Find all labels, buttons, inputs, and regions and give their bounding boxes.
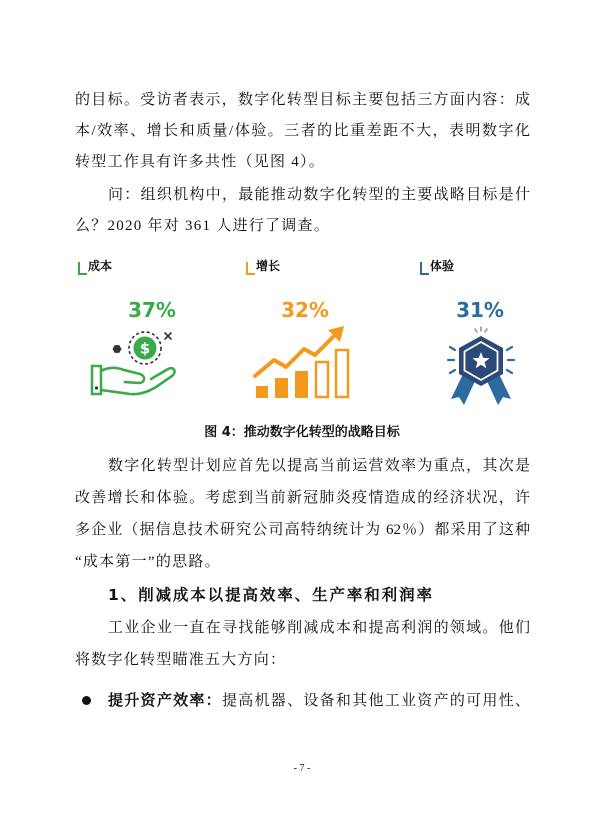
paragraph-4-line-2: 将数字化转型瞄准五大方向： xyxy=(75,652,287,668)
star-badge-icon xyxy=(440,326,522,408)
paragraph-1-line-2: 本/效率、增长和质量/体验。三者的比重差距不大，表明数字化 xyxy=(75,123,530,139)
label-tag-icon xyxy=(246,262,255,275)
paragraph-3-line-3: 多企业（据信息技术研究公司高特纳统计为 62％）都采用了这种 xyxy=(75,522,530,538)
cuff-button xyxy=(95,386,98,389)
sleeve-cuff xyxy=(92,366,101,394)
bar-1 xyxy=(256,386,268,398)
bar-5 xyxy=(336,350,348,397)
section-heading: 1、削减成本以提高效率、生产率和利润率 xyxy=(108,586,434,604)
figure-item-percent: 31% xyxy=(456,298,504,322)
coin-symbol: $ xyxy=(139,339,151,358)
sparkle-ticks xyxy=(475,327,487,332)
cross-mark xyxy=(165,333,171,339)
bullet-dot-icon xyxy=(82,696,91,705)
bullet-line xyxy=(108,689,530,711)
hand xyxy=(101,368,175,394)
bar-4 xyxy=(316,362,328,397)
figure-item-experience xyxy=(418,256,548,412)
hand-dollar-icon xyxy=(88,326,180,398)
paragraph-3-line-4: “成本第一”的思路。 xyxy=(75,554,221,570)
paragraph-3-line-1: 数字化转型计划应首先以提高当前运营效率为重点，其次是 xyxy=(108,458,530,474)
paragraph-1-line-1: 的目标。受访者表示，数字化转型目标主要包括三方面内容：成 xyxy=(75,92,530,108)
paragraph-4-line-1: 工业企业一直在寻找能够削减成本和提高利润的领域。他们 xyxy=(108,620,530,636)
bullet-term: 提升资产效率： xyxy=(108,691,222,709)
figure-item-growth xyxy=(244,256,374,412)
label-tag-icon xyxy=(78,262,87,275)
paragraph-1-line-3: 转型工作具有许多共性（见图 4）。 xyxy=(75,154,326,170)
label-tag-icon xyxy=(420,262,429,275)
bullet-text: 提高机器、设备和其他工业资产的可用性、 xyxy=(221,693,530,709)
hexagon-dot xyxy=(113,345,122,353)
figure-caption: 图 4：推动数字化转型的战略目标 xyxy=(204,425,400,440)
bar-2 xyxy=(275,378,288,398)
figure-item-label: 成本 xyxy=(88,259,113,273)
figure-item-label: 体验 xyxy=(430,259,455,273)
bar-3 xyxy=(295,371,308,398)
page-number: - 7 - xyxy=(293,763,311,774)
figure-item-percent: 37% xyxy=(128,298,176,322)
figure-item-cost xyxy=(76,256,206,412)
figure-item-label: 增长 xyxy=(256,259,281,273)
paragraph-3-line-2: 改善增长和体验。考虑到当前新冠肺炎疫情造成的经济状况，许 xyxy=(75,490,530,506)
paragraph-2-line-2: 么？2020 年对 361 人进行了调查。 xyxy=(75,218,331,234)
paragraph-2-line-1: 问：组织机构中，最能推动数字化转型的主要战略目标是什 xyxy=(108,187,530,203)
growth-chart-icon xyxy=(252,324,354,400)
figure-item-percent: 32% xyxy=(281,298,329,322)
